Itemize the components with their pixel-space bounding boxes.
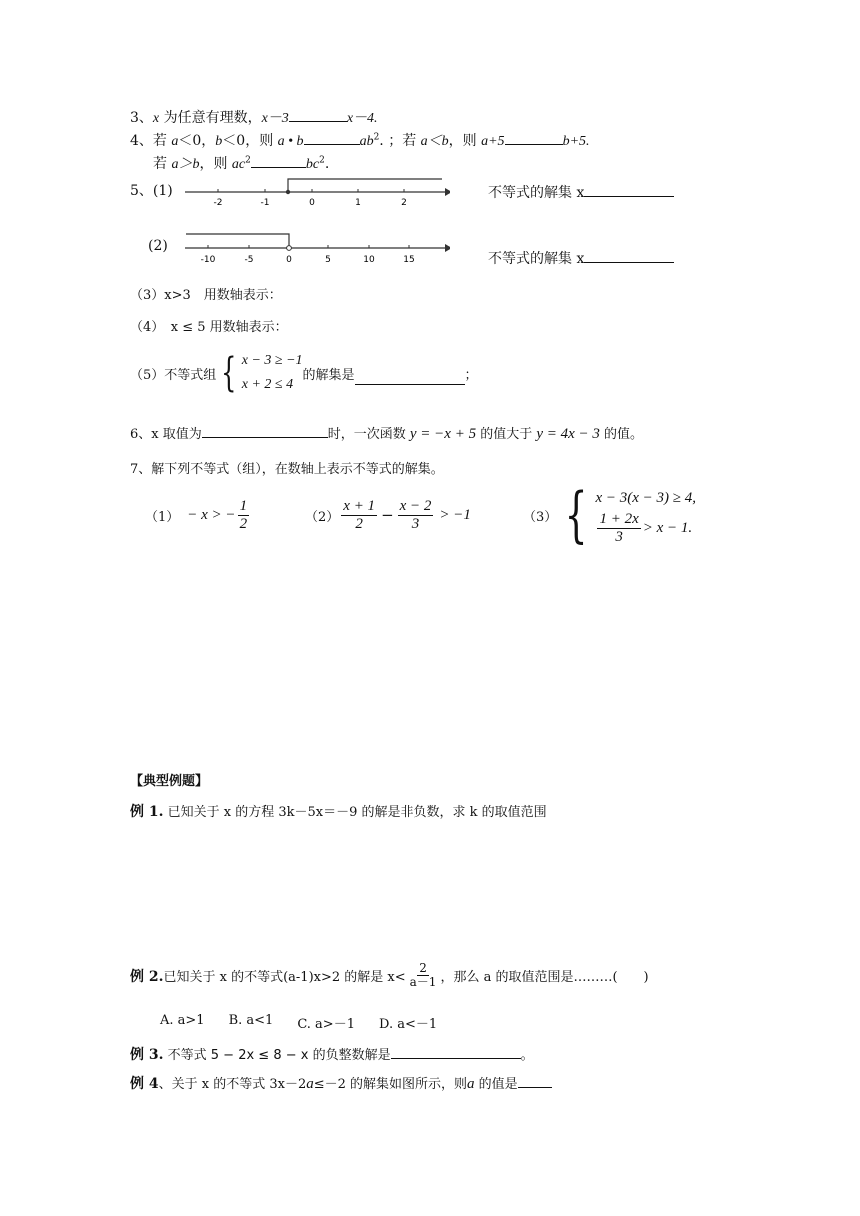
tick-label: 0: [309, 198, 315, 208]
part-label: (2): [148, 238, 168, 254]
denominator: a－1: [409, 975, 437, 990]
text: ＜0，: [178, 133, 216, 149]
answer-blank[interactable]: [251, 153, 306, 168]
expr: a+5: [481, 134, 505, 149]
text: 已知关于 x 的不等式(a-1)x>2 的解是 x<: [163, 970, 406, 986]
part-label: (1): [152, 183, 173, 199]
fraction: [341, 498, 377, 532]
tick-label: -10: [200, 255, 216, 265]
exponent: 2: [245, 155, 251, 166]
var: a: [306, 1076, 314, 1092]
numerator: 1 + 2x: [599, 511, 639, 527]
tick-label: -1: [260, 198, 270, 208]
expr: a＜b: [420, 134, 449, 149]
inequality: [595, 511, 696, 545]
option-c[interactable]: C. a>－1: [297, 1017, 355, 1032]
tick-label: 15: [403, 255, 415, 265]
part-label: （3）: [523, 509, 558, 525]
inequality: x − 3(x − 3) ≥ 4,: [595, 490, 697, 506]
answer-blank[interactable]: [391, 1045, 521, 1059]
text: 若: [153, 156, 172, 172]
inequality: x − 3 ≥ −1: [241, 353, 303, 368]
part-label: （2）: [305, 509, 340, 525]
expr: > −1: [439, 506, 471, 523]
numerator: x + 1: [343, 498, 376, 514]
q7-part-1: [145, 498, 251, 532]
var: a: [171, 134, 179, 149]
text: 的值是: [474, 1077, 518, 1092]
expr: bc: [305, 157, 320, 172]
hollow-endpoint: [287, 246, 292, 251]
tick-label: 10: [363, 255, 375, 265]
question-3: [130, 107, 378, 127]
text: 已知关于 x 的方程 3k－5x＝－9 的解是非负数，求 k 的取值范围: [163, 805, 547, 820]
number-line-1: [180, 172, 450, 212]
text: 若: [152, 133, 172, 149]
question-4-line-2: [153, 153, 329, 173]
text: （5）不等式组: [130, 367, 217, 383]
text: 、关于 x 的不等式 3x－2: [158, 1077, 307, 1092]
tick-label: 5: [325, 255, 331, 265]
text: 的值大于: [476, 427, 537, 442]
question-4-line-1: [130, 130, 590, 150]
part-3: （3）x>3 用数轴表示：: [130, 288, 282, 303]
question-5-number: [130, 180, 173, 200]
tick-label: -2: [213, 198, 223, 208]
example-1: [130, 801, 547, 821]
left-brace-icon: {: [564, 480, 588, 550]
expr: a＞b: [171, 157, 200, 172]
denominator: 2: [355, 515, 363, 532]
denominator: 3: [615, 528, 623, 545]
answer-blank[interactable]: [304, 130, 360, 145]
text: 6、x 取值为: [130, 427, 202, 442]
numerator: x − 2: [399, 498, 432, 514]
formula: 5 − 2x ≤ 8 − x: [210, 1048, 309, 1063]
operator: −: [381, 506, 394, 524]
example-2-options: [160, 1013, 437, 1032]
text: ；: [464, 367, 478, 383]
answer-1: [488, 182, 674, 202]
tick-label: 0: [286, 255, 292, 265]
text: 。: [520, 1048, 534, 1063]
example-3: [130, 1044, 534, 1064]
question-number: 5、: [130, 183, 153, 199]
answer-blank[interactable]: [518, 1074, 552, 1088]
answer-blank[interactable]: [289, 107, 347, 122]
text: ＜0，则: [222, 133, 278, 149]
fraction: [238, 498, 250, 532]
tick-label: 1: [355, 198, 361, 208]
expr: ac: [231, 157, 246, 172]
text: ，则: [448, 133, 482, 149]
example-label: 例 3.: [130, 1047, 164, 1063]
section-heading: 【典型例题】: [130, 774, 209, 789]
text: ≤－2 的解集如图所示，则: [313, 1077, 468, 1092]
solution-ray: [186, 234, 289, 248]
expr: x－3: [261, 111, 289, 126]
expr: > x − 1.: [642, 519, 693, 536]
part-label-2: [148, 238, 168, 254]
tick-label: 2: [401, 198, 407, 208]
answer-blank[interactable]: [202, 424, 328, 438]
question-6: [130, 423, 643, 443]
fraction: [597, 511, 640, 545]
var: a: [467, 1076, 475, 1092]
denominator: 2: [239, 515, 248, 532]
example-label: 例 4: [130, 1076, 159, 1092]
exponent: 2: [319, 155, 325, 166]
option-b[interactable]: B. a<1: [228, 1013, 274, 1028]
function: y = 4x − 3: [536, 426, 600, 442]
text: . ；若: [379, 133, 421, 149]
option-a[interactable]: A. a>1: [160, 1013, 205, 1028]
expr: ab: [359, 134, 374, 149]
number-line-2: [180, 228, 450, 270]
part-label: （1）: [145, 509, 180, 525]
expr: − x > −: [187, 506, 236, 523]
expr: x－4.: [346, 111, 378, 126]
axis-arrow-icon: [445, 188, 450, 196]
solution-ray: [288, 179, 442, 192]
denominator: 3: [411, 515, 420, 532]
fraction: [408, 962, 439, 989]
text: .: [324, 156, 330, 172]
answer-2: [488, 248, 674, 268]
axis-arrow-icon: [445, 244, 450, 252]
text: 的值。: [599, 427, 644, 442]
q7-part-3: [523, 480, 697, 550]
tick-label: -5: [244, 255, 254, 265]
solid-endpoint: [286, 190, 290, 194]
text: 的解集是: [302, 367, 355, 383]
answer-blank[interactable]: [355, 371, 465, 385]
question-number: 3、: [130, 110, 153, 126]
inequality-system: [595, 485, 696, 545]
answer-blank[interactable]: [584, 182, 674, 197]
left-brace-icon: {: [221, 350, 237, 396]
exponent: 2: [373, 132, 380, 143]
part-4: （4） x ≤ 5 用数轴表示：: [130, 320, 288, 335]
expr: a • b: [277, 134, 304, 149]
part-5: [130, 345, 478, 401]
text: 不等式: [163, 1048, 211, 1063]
var: b: [215, 134, 223, 149]
text: 不等式的解集 x: [488, 251, 585, 267]
text: 不等式的解集 x: [488, 185, 585, 201]
answer-blank[interactable]: [584, 248, 674, 263]
text: 为任意有理数，: [159, 110, 262, 126]
option-d[interactable]: D. a<－1: [378, 1017, 438, 1032]
numerator: 1: [239, 498, 248, 514]
inequality: x + 2 ≤ 4: [241, 377, 294, 392]
fraction: [398, 498, 434, 532]
inequality-system: [242, 349, 303, 397]
text: 时，一次函数: [327, 427, 410, 442]
example-2: [130, 962, 649, 989]
question-number: 4、: [130, 133, 153, 149]
var: x: [152, 111, 160, 126]
example-label: 例 1.: [130, 804, 164, 820]
example-label: 例 2.: [130, 968, 164, 985]
answer-blank[interactable]: [505, 130, 563, 145]
numerator: 2: [419, 961, 427, 975]
expr: b+5.: [562, 134, 590, 149]
question-7-title: 7、解下列不等式（组），在数轴上表示不等式的解集。: [130, 462, 444, 477]
text: ，则: [199, 156, 232, 172]
text: 的负整数解是: [308, 1048, 391, 1063]
function: y = −x + 5: [409, 426, 477, 442]
text: ，那么 a 的取值范围是………( ): [440, 970, 649, 986]
q7-part-2: [305, 498, 471, 532]
example-4: [130, 1073, 552, 1093]
